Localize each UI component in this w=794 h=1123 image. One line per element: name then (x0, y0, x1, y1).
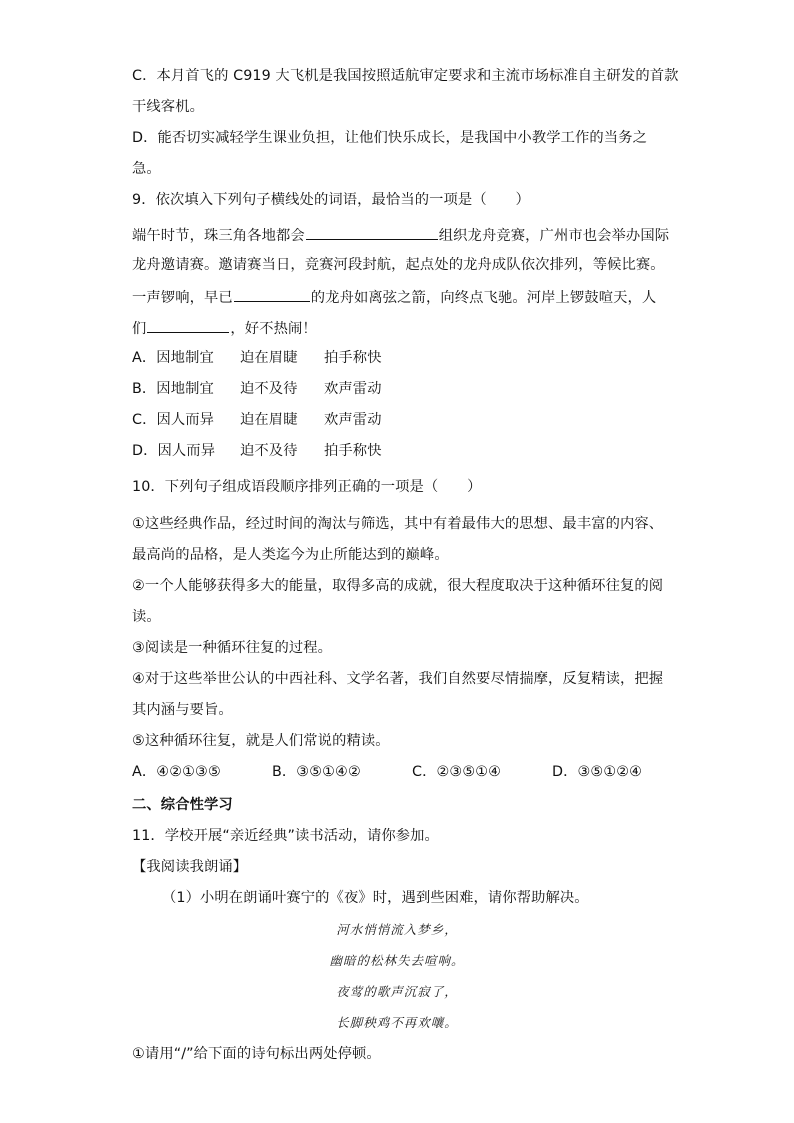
section-title: 二、综合性学习 (132, 797, 233, 813)
option-label: D．因人而异 (132, 443, 216, 459)
q10-option-d[interactable]: D．③⑤①②④ (552, 764, 643, 780)
q8-option-d-line1: D．能否切实减轻学生课业负担，让他们快乐成长，是我国中小教学工作的当务之 (132, 130, 647, 146)
option-word: 迫不及待 (240, 443, 298, 459)
q11-stem: 11．学校开展“亲近经典”读书活动，请你参加。 (132, 828, 439, 844)
q9-passage-text: 端午时节，珠三角各地都会 (132, 228, 305, 244)
q10-answer-options (132, 762, 642, 782)
answer-blank[interactable] (147, 317, 229, 333)
q10-sentence-3: ③阅读是一种循环往复的过程。 (132, 640, 333, 656)
answer-blank[interactable] (306, 224, 438, 240)
q10-sentence-2-line2: 读。 (132, 609, 161, 625)
option-word: 迫在眉睫 (240, 412, 298, 428)
q10-option-a[interactable]: A．④②①③⑤ (132, 764, 221, 780)
option-word: 拍手称快 (324, 350, 382, 366)
option-word: 迫在眉睫 (240, 350, 298, 366)
poem-line-3: 夜莺的歌声沉寂了， (336, 984, 458, 999)
q9-passage-line2: 龙舟邀请赛。邀请赛当日，竞赛河段封航，起点处的龙舟成队依次排列，等候比赛。 (132, 257, 665, 273)
q10-sentence-4-line1: ④对于这些举世公认的中西社科、文学名著，我们自然要尽情揣摩，反复精读，把握 (132, 671, 664, 687)
q9-passage-text: 们 (132, 321, 147, 337)
q9-passage-text: ，好不热闹！ (230, 321, 317, 337)
option-label: C．因人而异 (132, 412, 215, 428)
q8-option-c-line2: 干线客机。 (132, 99, 204, 115)
answer-blank[interactable] (234, 286, 310, 302)
q10-option-b[interactable]: B．③⑤①④② (272, 764, 361, 780)
q11-subheading: 【我阅读我朗诵】 (132, 859, 248, 875)
q9-passage-text: 一声锣响，早已 (132, 290, 233, 306)
option-word: 拍手称快 (324, 443, 382, 459)
option-word: 迫不及待 (240, 381, 298, 397)
poem-line-4: 长脚秧鸡不再欢嚷。 (336, 1015, 458, 1030)
q9-option-d[interactable] (132, 441, 382, 461)
q10-sentence-1-line2: 最高尚的品格，是人类迄今为止所能达到的巅峰。 (132, 547, 449, 563)
q9-passage-line4 (132, 317, 317, 339)
q9-passage-text: 组织龙舟竞赛，广州市也会举办国际 (438, 228, 670, 244)
q9-passage-text: 的龙舟如离弦之箭，向终点飞驰。河岸上锣鼓喧天，人 (310, 290, 657, 306)
option-label: B．因地制宜 (132, 381, 214, 397)
q8-option-d-line2: 急。 (132, 161, 161, 177)
q10-sentence-4-line2: 其内涵与要旨。 (132, 702, 233, 718)
option-word: 欢声雷动 (324, 381, 382, 397)
q9-option-b[interactable] (132, 379, 382, 399)
q10-sentence-5: ⑤这种循环往复，就是人们常说的精读。 (132, 733, 390, 749)
q11-sub-question-1: （1）小明在朗诵叶赛宁的《夜》时，遇到些困难，请你帮助解决。 (162, 890, 589, 906)
q9-stem: 9．依次填入下列句子横线处的词语，最恰当的一项是（ ） (132, 192, 530, 208)
q10-sentence-1-line1: ①这些经典作品，经过时间的淘汰与筛选，其中有着最伟大的思想、最丰富的内容、 (132, 516, 664, 532)
option-label: A．因地制宜 (132, 350, 214, 366)
q8-option-c-line1: C．本月首飞的 C919 大飞机是我国按照适航审定要求和主流市场标准自主研发的首款 (132, 68, 679, 84)
q9-passage-line1 (132, 224, 669, 246)
poem-line-2: 幽暗的松林失去喧响。 (329, 953, 465, 968)
q11-task-1: ①请用“/”给下面的诗句标出两处停顿。 (132, 1046, 381, 1062)
q9-option-a[interactable] (132, 348, 382, 368)
q9-passage-line3 (132, 286, 656, 308)
q10-stem: 10．下列句子组成语段顺序排列正确的一项是（ ） (132, 479, 482, 495)
q10-option-c[interactable]: C．②③⑤①④ (412, 764, 502, 780)
q9-option-c[interactable] (132, 410, 382, 430)
option-word: 欢声雷动 (324, 412, 382, 428)
poem-line-1: 河水悄悄流入梦乡， (336, 922, 458, 937)
q10-sentence-2-line1: ②一个人能够获得多大的能量，取得多高的成就，很大程度取决于这种循环往复的阅 (132, 578, 664, 594)
